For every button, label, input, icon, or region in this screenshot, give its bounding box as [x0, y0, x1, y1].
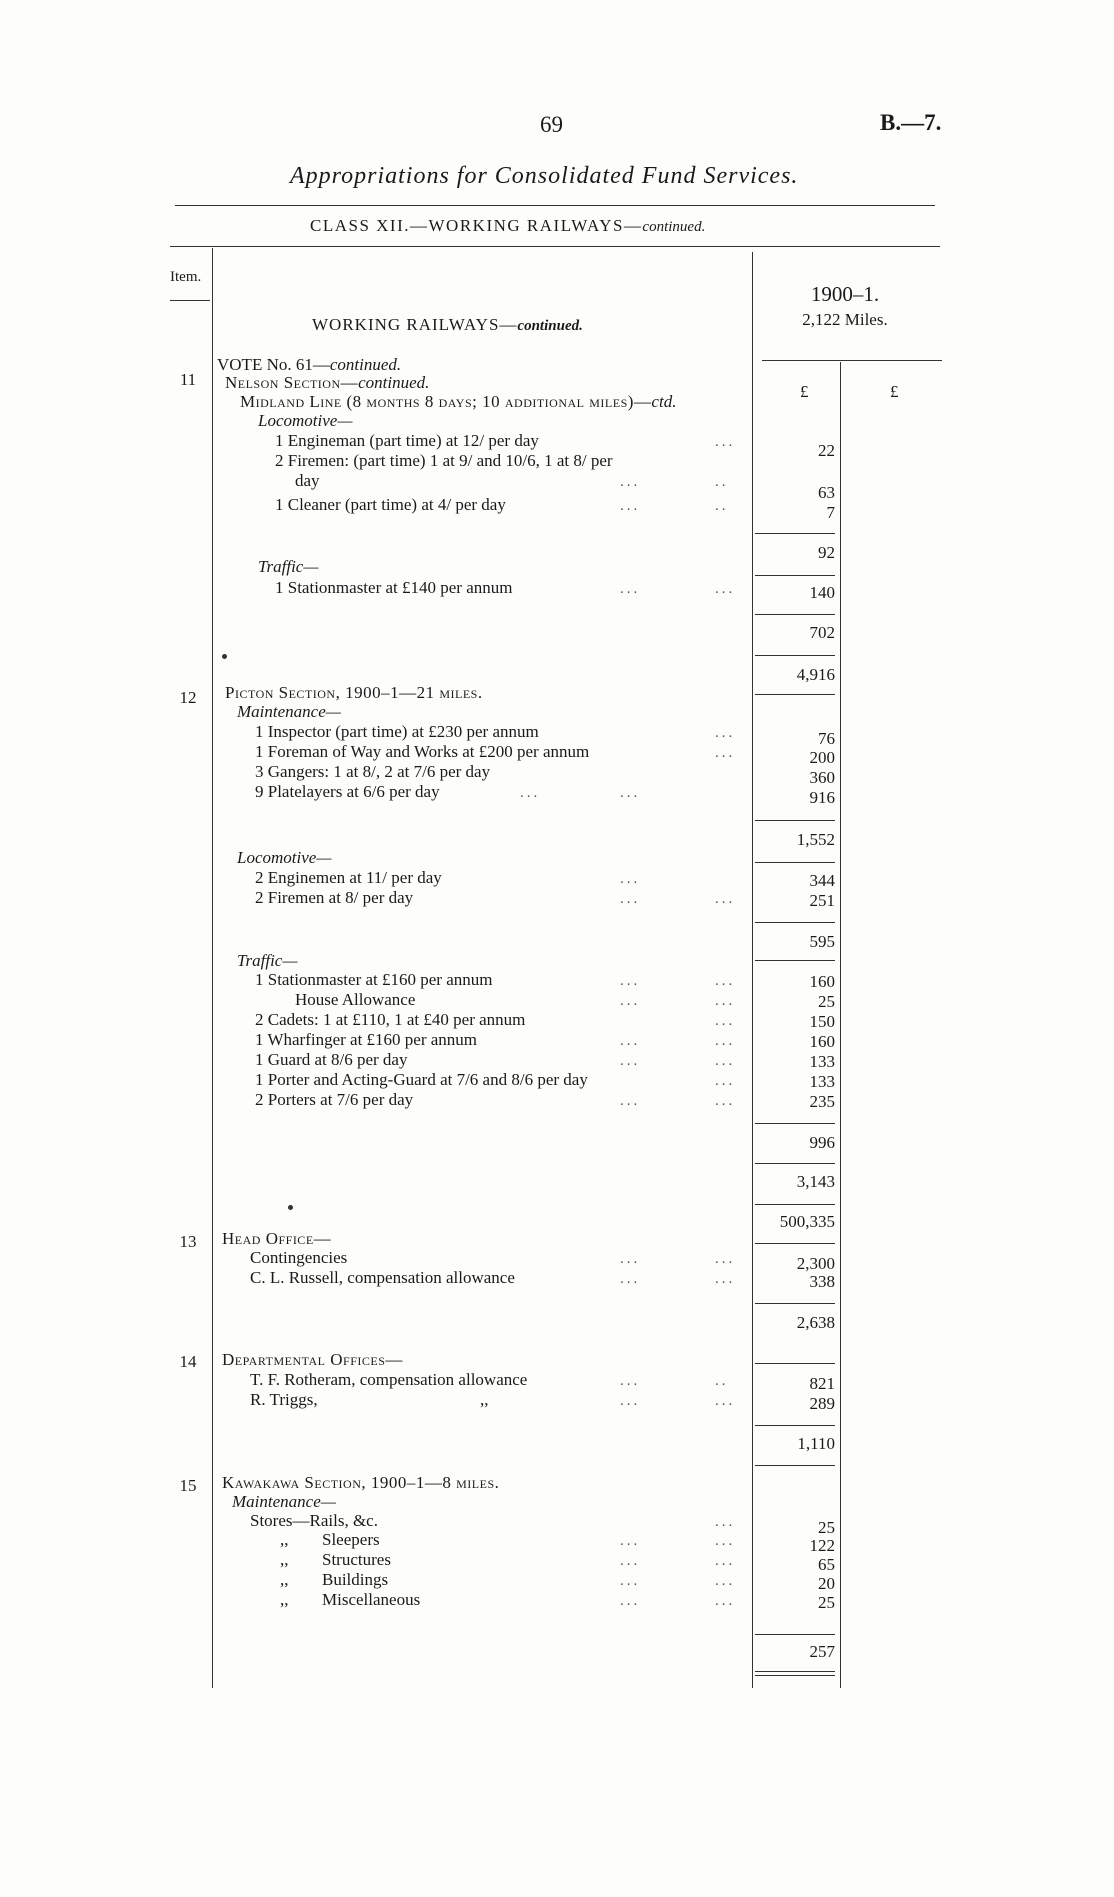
leader-dots: ...	[620, 1593, 641, 1609]
subtotal-rule	[755, 960, 835, 961]
leader-dots: ..	[715, 498, 729, 514]
line-item-amount: 25	[818, 992, 835, 1011]
leader-dots: ...	[715, 1093, 736, 1109]
year-header: 1900–1.	[810, 282, 880, 306]
class-heading-suffix: continued.	[642, 219, 706, 235]
leader-dots: ...	[520, 785, 541, 801]
page-number: 69	[540, 112, 563, 137]
traffic-subheading: Traffic—	[237, 951, 298, 970]
line-item-label: Miscellaneous	[322, 1590, 421, 1609]
leader-dots: ...	[715, 973, 736, 989]
midland-line-text: Midland Line (8 months 8 days; 10 additional miles)—	[240, 392, 652, 411]
subtotal-rule	[755, 862, 835, 863]
nelson-section-heading	[225, 373, 429, 393]
line-item-label: Stores—Rails, &c.	[250, 1511, 378, 1530]
leader-dots: ...	[620, 785, 641, 801]
line-item-amount: 22	[818, 441, 835, 460]
line-item-label: 1 Porter and Acting-Guard at 7/6 and 8/6 per day	[255, 1070, 588, 1089]
leader-dots: ...	[620, 1251, 641, 1267]
leader-dots: ...	[620, 1573, 641, 1589]
total-double-rule	[755, 1675, 835, 1676]
ditto-mark: ,,	[280, 1590, 289, 1609]
subtotal-rule	[755, 1425, 835, 1426]
leader-dots: ...	[715, 1393, 736, 1409]
pound-unit-col2: £	[890, 382, 899, 401]
line-item-amount: 65	[818, 1555, 835, 1574]
leader-dots: ...	[620, 973, 641, 989]
subtotal-rule	[755, 533, 835, 534]
pound-unit-col1: £	[800, 382, 809, 401]
nelson-section-text: Nelson Section—	[225, 373, 359, 392]
vote-total-rule	[755, 1243, 835, 1244]
line-item-amount: 25	[818, 1593, 835, 1612]
subtotal-rule	[755, 614, 835, 615]
line-item-amount: 76	[818, 729, 835, 748]
subtotal-amount: 702	[809, 623, 835, 642]
ditto-mark: ,,	[280, 1530, 289, 1549]
line-item-label: 3 Gangers: 1 at 8/, 2 at 7/6 per day	[255, 762, 491, 781]
leader-dots: ...	[620, 1271, 641, 1287]
leader-dots: ...	[715, 1053, 736, 1069]
ink-mark	[288, 1205, 293, 1210]
line-item-label: 1 Wharfinger at £160 per annum	[255, 1030, 478, 1049]
page-title: Appropriations for Consolidated Fund Services.	[290, 163, 799, 189]
line-item-amount: 160	[809, 972, 835, 991]
line-item-label: 2 Cadets: 1 at £110, 1 at £40 per annum	[255, 1010, 526, 1029]
item-number: 15	[179, 1476, 197, 1495]
leader-dots: ...	[715, 1251, 736, 1267]
picton-section-text: Picton Section, 1900–1—21 miles.	[225, 683, 483, 702]
midland-line-suffix: ctd.	[651, 392, 677, 411]
item-number: 12	[179, 688, 197, 707]
subtotal-amount: 595	[809, 932, 835, 951]
leader-dots: ...	[620, 1393, 641, 1409]
leader-dots: ...	[620, 1553, 641, 1569]
year-header-rule	[762, 360, 942, 361]
vote-heading-suffix: continued.	[329, 355, 402, 374]
subtotal-rule	[755, 1363, 835, 1364]
subtotal-rule	[755, 1163, 835, 1164]
leader-dots: ..	[715, 474, 729, 490]
line-item-label: 1 Engineman (part time) at 12/ per day	[275, 431, 539, 450]
line-item-amount: 289	[809, 1394, 835, 1413]
subtotal-rule	[755, 575, 835, 576]
leader-dots: ...	[715, 1271, 736, 1287]
vote-total-amount: 500,335	[779, 1212, 835, 1231]
leader-dots: ...	[715, 1533, 736, 1549]
subtotal-rule	[755, 1204, 835, 1205]
line-item-amount: 360	[809, 768, 835, 787]
line-item-label: House Allowance	[295, 990, 416, 1009]
table-top-rule	[170, 246, 940, 247]
leader-dots: ...	[620, 474, 641, 490]
vote-heading	[217, 355, 401, 375]
section-total-amount: 4,916	[796, 665, 835, 684]
line-item-label: 2 Enginemen at 11/ per day	[255, 868, 442, 887]
line-item-label: 1 Stationmaster at £160 per annum	[255, 970, 493, 989]
subtotal-rule	[755, 1465, 835, 1466]
departmental-offices-text: Departmental Offices—	[222, 1350, 403, 1369]
maintenance-subheading: Maintenance—	[237, 702, 341, 721]
line-item-label: C. L. Russell, compensation allowance	[250, 1268, 515, 1287]
head-office-heading	[222, 1229, 331, 1249]
ink-mark	[222, 654, 227, 659]
section-total-amount: 3,143	[796, 1172, 835, 1191]
line-item-label-continued: day	[295, 471, 320, 490]
title-rule	[175, 205, 935, 206]
line-item-label: 1 Foreman of Way and Works at £200 per annum	[255, 742, 590, 761]
line-item-amount: 200	[809, 748, 835, 767]
total-rule	[755, 1671, 835, 1672]
leader-dots: ...	[715, 1593, 736, 1609]
nelson-section-suffix: continued.	[358, 373, 430, 392]
item-column-divider	[212, 248, 213, 1688]
subtotal-column-divider	[840, 362, 841, 1688]
leader-dots: ...	[715, 581, 736, 597]
leader-dots: ...	[620, 1533, 641, 1549]
line-item-amount: 160	[809, 1032, 835, 1051]
subtotal-amount: 1,552	[796, 830, 835, 849]
line-item-label: 2 Firemen at 8/ per day	[255, 888, 414, 907]
section-title-text: WORKING RAILWAYS—	[312, 315, 518, 334]
miles-header: 2,122 Miles.	[802, 310, 888, 329]
item-header-rule	[170, 300, 210, 301]
leader-dots: ...	[620, 1053, 641, 1069]
line-item-amount: 133	[809, 1072, 835, 1091]
line-item-amount: 916	[809, 788, 835, 807]
subtotal-amount: 257	[809, 1642, 835, 1661]
ditto-mark: ,,	[280, 1550, 289, 1569]
leader-dots: ...	[620, 993, 641, 1009]
leader-dots: ...	[715, 1553, 736, 1569]
line-item-amount: 25	[818, 1518, 835, 1537]
class-heading-text: CLASS XII.—WORKING RAILWAYS—	[310, 216, 643, 235]
leader-dots: ...	[620, 871, 641, 887]
leader-dots: ...	[715, 1073, 736, 1089]
traffic-subheading: Traffic—	[258, 557, 319, 576]
leader-dots: ...	[715, 1013, 736, 1029]
subtotal-amount: 92	[818, 543, 835, 562]
leader-dots: ..	[715, 1373, 729, 1389]
leader-dots: ...	[715, 1033, 736, 1049]
section-total-rule	[755, 694, 835, 695]
maintenance-subheading: Maintenance—	[232, 1492, 336, 1511]
leader-dots: ...	[620, 1033, 641, 1049]
line-item-label: 1 Guard at 8/6 per day	[255, 1050, 408, 1069]
line-item-label: Sleepers	[322, 1530, 380, 1549]
line-item-label: 2 Firemen: (part time) 1 at 9/ and 10/6, 1 at 8/ per	[275, 451, 613, 470]
document-reference: B.—7.	[880, 110, 942, 135]
line-item-label: 9 Platelayers at 6/6 per day	[255, 782, 440, 801]
item-number: 11	[179, 370, 197, 389]
line-item-label: 1 Cleaner (part time) at 4/ per day	[275, 495, 506, 514]
line-item-amount: 344	[809, 871, 835, 890]
line-item-amount: 338	[809, 1272, 835, 1291]
line-item-amount: 2,300	[796, 1254, 835, 1273]
head-office-text: Head Office—	[222, 1229, 332, 1248]
line-item-label: Structures	[322, 1550, 391, 1569]
section-title-suffix: continued.	[517, 318, 583, 334]
amount-column-divider	[752, 252, 753, 1688]
leader-dots: ...	[715, 993, 736, 1009]
subtotal-rule	[755, 1303, 835, 1304]
leader-dots: ...	[620, 498, 641, 514]
line-item-label: 1 Stationmaster at £140 per annum	[275, 578, 513, 597]
locomotive-subheading: Locomotive—	[258, 411, 353, 430]
line-item-amount: 821	[809, 1374, 835, 1393]
leader-dots: ...	[620, 1093, 641, 1109]
subtotal-amount: 1,110	[797, 1434, 835, 1453]
ditto-mark: ,,	[280, 1570, 289, 1589]
section-title	[312, 315, 583, 335]
leader-dots: ...	[620, 891, 641, 907]
line-item-amount: 251	[809, 891, 835, 910]
leader-dots: ...	[715, 745, 736, 761]
line-item-label: R. Triggs,	[250, 1390, 318, 1409]
item-number: 14	[179, 1352, 197, 1371]
departmental-offices-heading	[222, 1350, 403, 1370]
class-heading	[310, 216, 705, 236]
item-number: 13	[179, 1232, 197, 1251]
picton-section-heading	[225, 683, 483, 703]
leader-dots: ...	[715, 1573, 736, 1589]
line-item-amount: 140	[809, 583, 835, 602]
line-item-label: 1 Inspector (part time) at £230 per annum	[255, 722, 539, 741]
subtotal-rule	[755, 1634, 835, 1635]
line-item-label: Contingencies	[250, 1248, 348, 1267]
leader-dots: ...	[620, 581, 641, 597]
vote-heading-text: VOTE No. 61—	[217, 355, 330, 374]
kawakawa-section-heading	[222, 1473, 499, 1493]
leader-dots: ...	[715, 1514, 736, 1530]
leader-dots: ...	[715, 725, 736, 741]
line-item-amount: 150	[809, 1012, 835, 1031]
leader-dots: ...	[715, 891, 736, 907]
line-item-amount: 133	[809, 1052, 835, 1071]
item-column-header: Item.	[170, 269, 202, 285]
line-item-label: Buildings	[322, 1570, 389, 1589]
line-item-label: 2 Porters at 7/6 per day	[255, 1090, 414, 1109]
subtotal-amount: 2,638	[796, 1313, 835, 1332]
kawakawa-section-text: Kawakawa Section, 1900–1—8 miles.	[222, 1473, 500, 1492]
subtotal-rule	[755, 820, 835, 821]
line-item-amount: 63	[818, 483, 835, 502]
subtotal-rule	[755, 655, 835, 656]
line-item-amount: 20	[818, 1574, 835, 1593]
line-item-amount: 235	[809, 1092, 835, 1111]
locomotive-subheading: Locomotive—	[237, 848, 332, 867]
subtotal-amount: 996	[809, 1133, 835, 1152]
leader-dots: ...	[620, 1373, 641, 1389]
subtotal-rule	[755, 1123, 835, 1124]
subtotal-rule	[755, 922, 835, 923]
line-item-amount: 7	[826, 503, 835, 522]
ditto-mark: ,,	[480, 1390, 489, 1409]
midland-line-heading	[240, 392, 676, 412]
line-item-label: T. F. Rotheram, compensation allowance	[250, 1370, 528, 1389]
line-item-amount: 122	[809, 1536, 835, 1555]
leader-dots: ...	[715, 434, 736, 450]
